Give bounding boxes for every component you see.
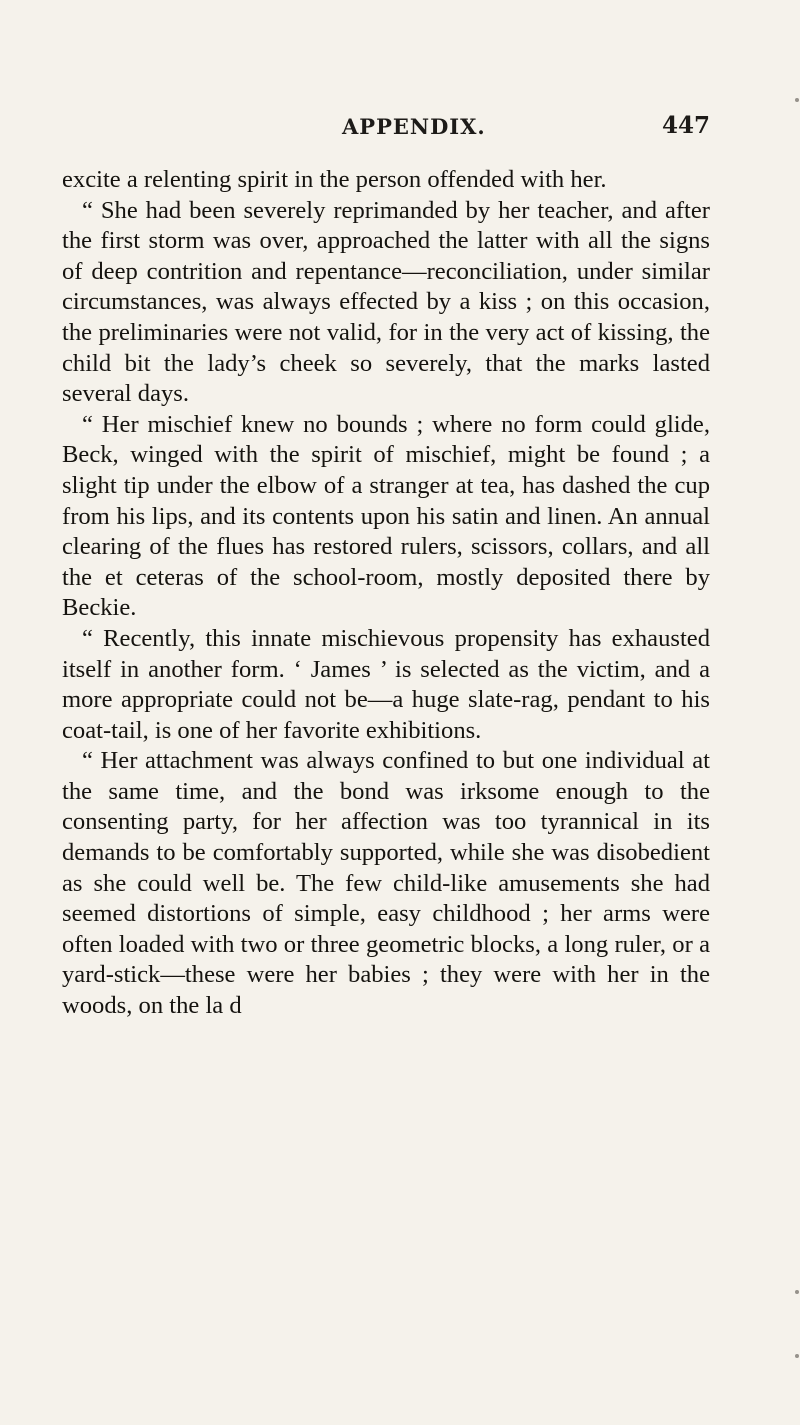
page-number: 447 <box>661 112 710 139</box>
body-text <box>62 165 710 1022</box>
speck <box>795 1290 799 1294</box>
speck <box>795 1354 799 1358</box>
paragraph-2: “ She had been severely reprimanded by her teacher, and after the first storm was over, approached the latter with all the signs of deep contrition and repentance—reconciliation, under similar circumstances, was always effected by a kiss ; on this occasion, the preliminaries were not valid, for in the very act of kissing, the child bit the lady’s cheek so severely, that the marks lasted several days. <box>62 196 710 408</box>
running-title: APPENDIX. <box>342 114 486 139</box>
paragraph-1: excite a relenting spirit in the person offended with her. <box>62 166 607 193</box>
running-head <box>62 114 710 144</box>
paragraph-4: “ Recently, this innate mischievous propensity has exhausted itself in another form. ‘ James ’ is selected as the victim, and a more appropriate could not be—a huge slate-rag, pendant to his coat-tail, is one of her favorite exhibitions. <box>62 624 710 744</box>
speck <box>795 98 799 102</box>
page-edge-specks <box>795 0 800 1425</box>
paragraph-3: “ Her mischief knew no bounds ; where no form could glide, Beck, winged with the spirit of mischief, might be found ; a slight tip under the elbow of a stranger at tea, has dashed the cup from his lips, and its contents upon his satin and linen. An annual clearing of the flues has restored rulers, scissors, collars, and all the et ceteras of the school-room, mostly deposited there by Beckie. <box>62 410 710 622</box>
paragraph-5: “ Her attachment was always confined to but one individual at the same time, and the bond was irksome enough to the consenting party, for her affection was too tyrannical in its demands to be comfortably supported, while she was disobedient as she could well be. The few child-like amusements she had seemed distortions of simple, easy childhood ; her arms were often loaded with two or three geometric blocks, a long ruler, or a yard-stick—these were her babies ; they were with her in the woods, on the la d <box>62 747 710 1020</box>
